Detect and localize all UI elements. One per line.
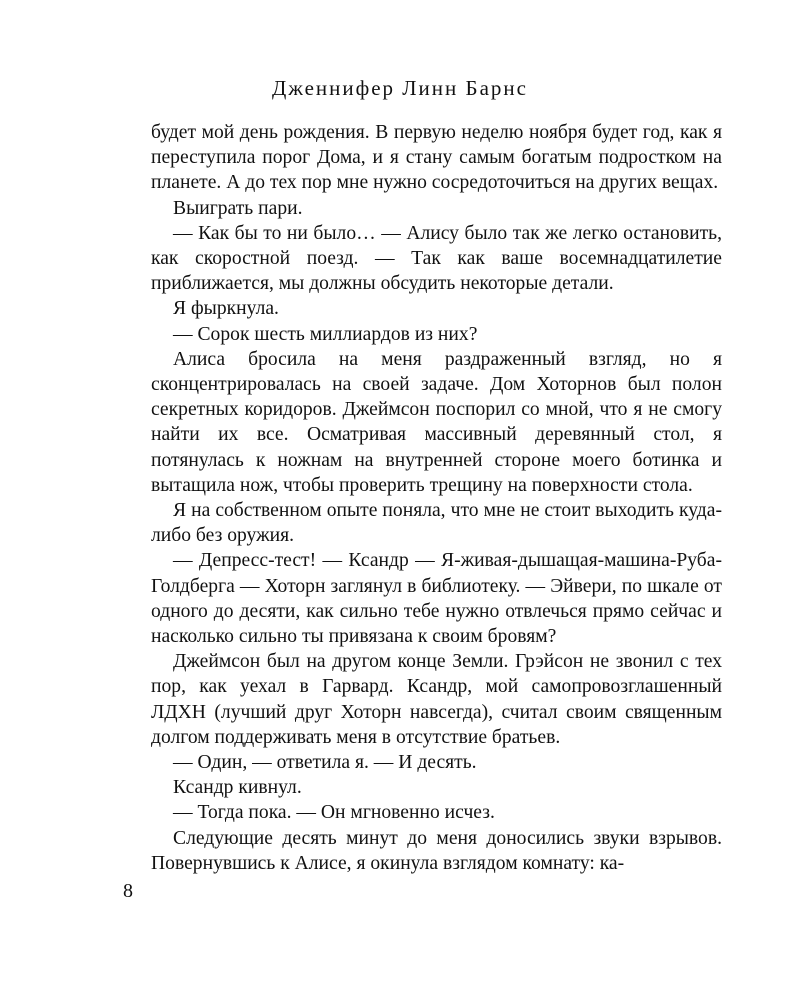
paragraph-4: Я фыркнула. — [173, 298, 279, 320]
paragraph-5: — Сорок шесть миллиардов из них? — [173, 323, 478, 345]
paragraph-1: будет мой день рождения. В первую неделю ноября будет год, как я переступила порог Дома, и я стану самым богатым подростком на планете. А до тех пор мне нужно сосредоточиться на других вещах. — [151, 122, 722, 194]
running-head-author: Дженнифер Линн Барнс — [272, 76, 528, 100]
paragraph-2: Выиграть пари. — [173, 197, 303, 219]
paragraph-6: Алиса бросила на меня раздраженный взгляд, но я сконцентрировалась на своей задаче. Дом Хоторнов был полон секретных коридоров. Джеймсон поспорил со мной, что я не смогу найти их все. Осматривая массивный деревянный стол, я потянулась к ножнам на внутренней стороне моего ботинка и вытащила нож, чтобы проверить трещину на поверхности стола. — [151, 348, 722, 496]
paragraph-3: — Как бы то ни было… — Алису было так же легко остановить, как скоростной поезд. — Так как ваше восемнадцатилетие приближается, мы должны обсудить некоторые детали. — [151, 222, 722, 295]
paragraph-11: Ксандр кивнул. — [173, 777, 302, 799]
paragraph-12: — Тогда пока. — Он мгновенно исчез. — [173, 802, 495, 824]
paragraph-8: — Депресс-тест! — Ксандр — Я-живая-дышащая-машина-Руба-Голдберга — Хоторн заглянул в библиотеку. — Эйвери, по шкале от одного до десяти, как сильно тебе нужно отвлечься прямо сейчас и насколько сильно ты привязана к своим бровям? — [151, 550, 722, 648]
paragraph-9: Джеймсон был на другом конце Земли. Грэйсон не звонил с тех пор, как уехал в Гарвард. Ксандр, мой самопровозглашенный ЛДХН (лучший друг Хоторн навсегда), считал своим священным долгом поддерживать меня в отсутствие братьев. — [151, 651, 722, 748]
paragraph-13: Следующие десять минут до меня доносились звуки взрывов. Повернувшись к Алисе, я окинула взглядом комнату: ка- — [151, 827, 722, 874]
body-text — [151, 120, 722, 876]
page-number: 8 — [123, 880, 133, 902]
paragraph-10: — Один, — ответила я. — И десять. — [173, 752, 477, 774]
paragraph-7: Я на собственном опыте поняла, что мне не стоит выходить куда-либо без оружия. — [151, 500, 722, 547]
